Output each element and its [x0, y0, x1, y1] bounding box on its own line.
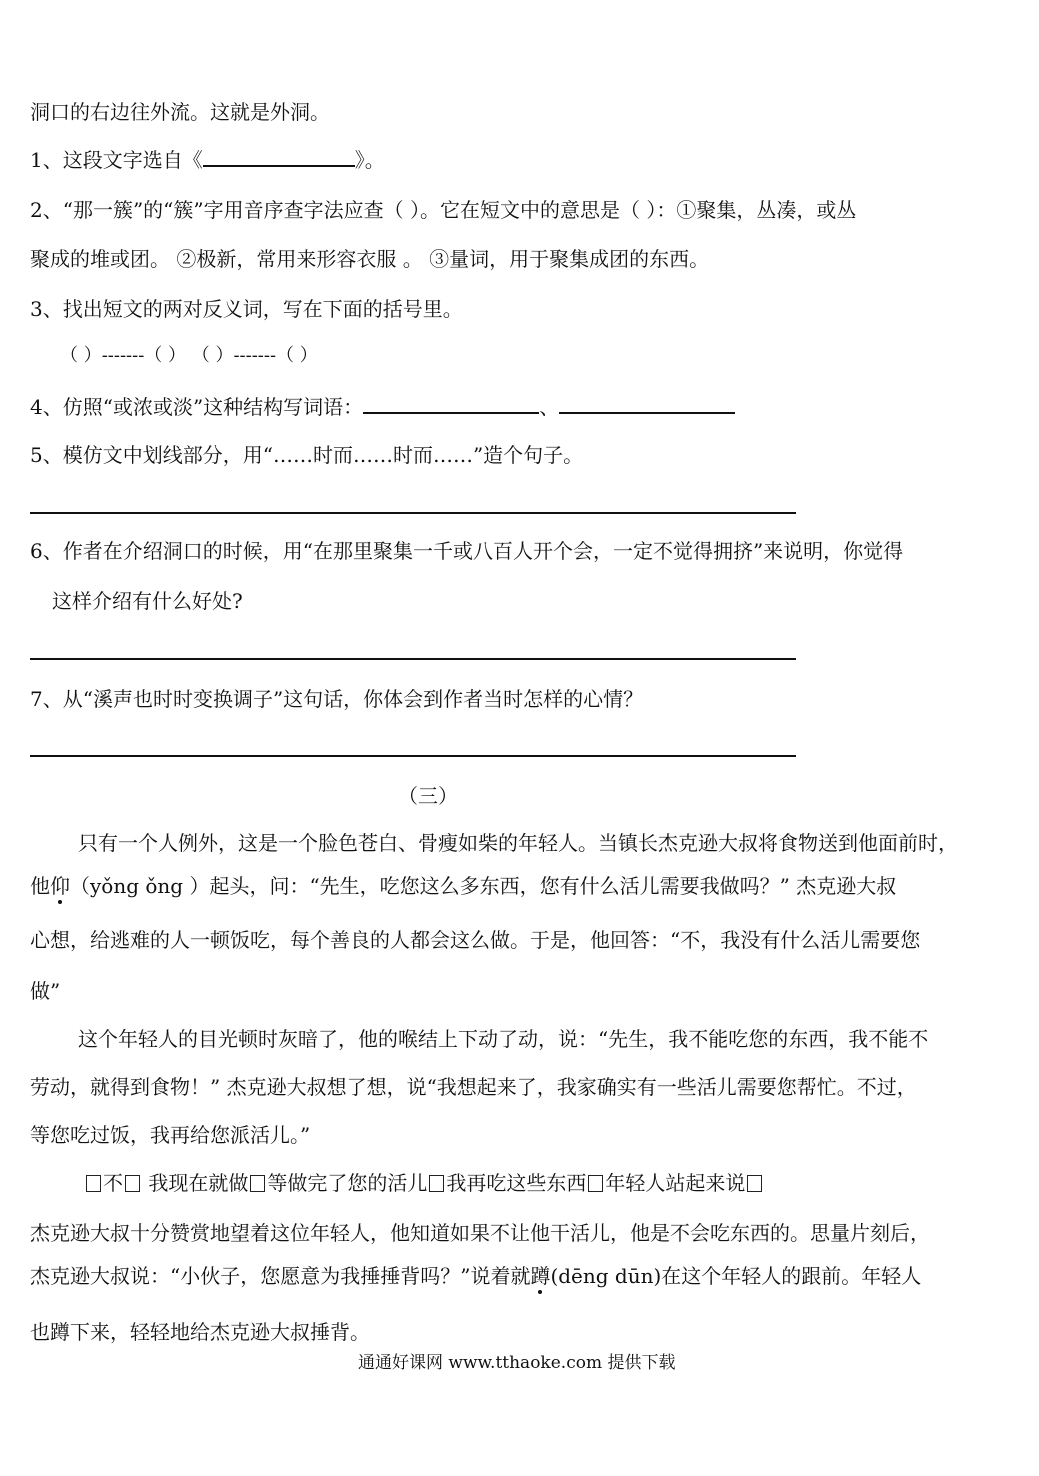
- question-1-text: 1、这段文字选自《: [30, 148, 203, 172]
- p1-line-2-rest: （yǒng ǒng ）起头，问：“先生，吃您这么多东西，您有什么活儿需要我做吗？” 杰克逊大叔: [70, 874, 897, 898]
- question-4-separator: 、: [539, 395, 560, 419]
- page-footer: 通通好课网 www.tthaoke.com 提供下载: [358, 1353, 676, 1373]
- question-5-answer-line[interactable]: [30, 512, 796, 514]
- section-3-p1-line-3: 心想，给逃难的人一顿饭吃，每个善良的人都会这么做。于是，他回答：“不，我没有什么活儿需要您: [30, 928, 921, 952]
- section-3-p2-line-1: 这个年轻人的目光顿时灰暗了，他的喉结上下动了动，说：“先生，我不能吃您的东西，我不能不: [78, 1027, 929, 1051]
- punctuation-segment: 我再吃这些东西: [446, 1171, 587, 1195]
- dotted-character-dun: 蹲: [530, 1264, 551, 1288]
- punctuation-segment: 年轻人站起来说: [605, 1171, 746, 1195]
- punctuation-box[interactable]: [588, 1175, 603, 1192]
- passage-end-text: 洞口的右边往外流。这就是外洞。: [30, 100, 330, 124]
- punctuation-box[interactable]: [86, 1175, 101, 1192]
- punctuation-box[interactable]: [747, 1175, 762, 1192]
- question-6-line-1: 6、作者在介绍洞口的时候，用“在那里聚集一千或八百人开个会，一定不觉得拥挤”来说明，你觉得: [30, 539, 904, 563]
- question-3: 3、找出短文的两对反义词，写在下面的括号里。: [30, 297, 463, 321]
- section-3-p4-line-2: [30, 1262, 921, 1290]
- section-3-p2-line-2: 劳动，就得到食物！” 杰克逊大叔想了想，说“我想起来了，我家确实有一些活儿需要您帮忙。不过，: [30, 1075, 917, 1099]
- section-3-p2-line-3: 等您吃过饭，我再给您派活儿。”: [30, 1123, 311, 1147]
- question-7: 7、从“溪声也时时变换调子”这句话，你体会到作者当时怎样的心情？: [30, 687, 644, 711]
- p1-line-2-start: 他: [30, 874, 50, 898]
- punctuation-segment: 等做完了您的活儿: [267, 1171, 428, 1195]
- punctuation-segment: 不: [103, 1171, 123, 1195]
- punctuation-box[interactable]: [429, 1175, 444, 1192]
- dotted-character-yang: 仰: [50, 874, 70, 898]
- question-5: 5、模仿文中划线部分，用“……时而……时而……”造个句子。: [30, 443, 584, 467]
- question-1-text-end: 》。: [354, 148, 385, 172]
- question-2-line-2: 聚成的堆或团。 ②极新，常用来形容衣服 。 ③量词，用于聚集成团的东西。: [30, 247, 710, 271]
- question-4-text: 4、仿照“或浓或淡”这种结构写词语：: [30, 395, 364, 419]
- question-4-answer-blank-2[interactable]: [559, 394, 735, 414]
- section-3-p4-line-1: 杰克逊大叔十分赞赏地望着这位年轻人，他知道如果不让他干活儿，他是不会吃东西的。思量片刻后，: [30, 1221, 930, 1245]
- p4-line-2-start: 杰克逊大叔说：“小伙子，您愿意为我捶捶背吗？”说着就: [30, 1264, 531, 1288]
- question-6-line-2: 这样介绍有什么好处?: [52, 589, 243, 613]
- punctuation-box[interactable]: [250, 1175, 265, 1192]
- question-7-answer-line[interactable]: [30, 755, 796, 757]
- section-3-punctuation-exercise: [84, 1169, 764, 1197]
- section-3-heading: （三）: [398, 784, 458, 808]
- question-1: [30, 146, 385, 174]
- section-3-p1-line-2: [30, 872, 896, 900]
- question-1-answer-blank[interactable]: [203, 147, 355, 167]
- question-4-answer-blank-1[interactable]: [363, 394, 539, 414]
- question-6-answer-line[interactable]: [30, 658, 796, 660]
- question-3-answer-pairs[interactable]: （ ）-------（ ） （ ）-------（ ）: [60, 345, 318, 366]
- section-3-p4-line-3: 也蹲下来，轻轻地给杰克逊大叔捶背。: [30, 1320, 370, 1344]
- section-3-p1-line-1: 只有一个人例外，这是一个脸色苍白、骨瘦如柴的年轻人。当镇长杰克逊大叔将食物送到他面前时，: [78, 831, 958, 855]
- punctuation-box[interactable]: [125, 1175, 140, 1192]
- question-2-line-1: 2、“那一簇”的“簇”字用音序查字法应查（ ）。它在短文中的意思是（ ）：①聚集，丛凑，或丛: [30, 198, 857, 222]
- question-4: [30, 393, 735, 421]
- p4-line-2-rest: (dēng dūn)在这个年轻人的跟前。年轻人: [550, 1264, 922, 1288]
- punctuation-segment: 我现在就做: [148, 1171, 249, 1195]
- section-3-p1-line-4: 做”: [30, 979, 61, 1003]
